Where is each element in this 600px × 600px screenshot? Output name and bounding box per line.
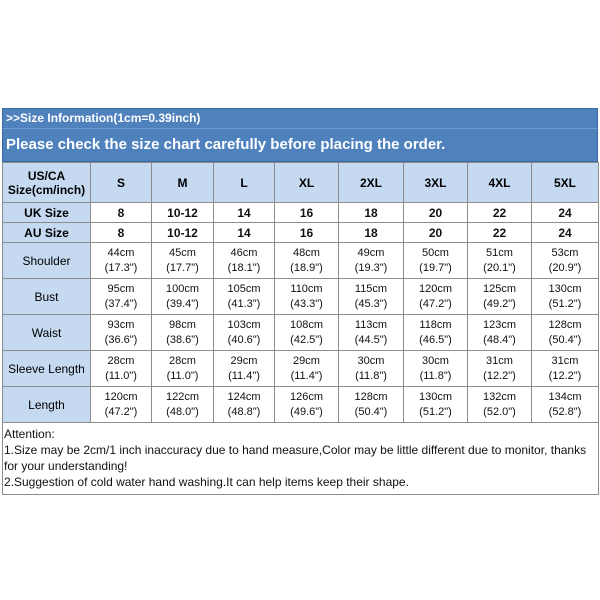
size-value: 14 <box>214 223 275 243</box>
measure-inch: (38.6") <box>166 333 199 346</box>
size-value: 24 <box>532 203 599 223</box>
measure-cell <box>532 279 599 315</box>
measure-cm: 120cm <box>104 390 138 403</box>
measure-cell <box>275 279 339 315</box>
measure-inch: (19.7") <box>419 261 452 274</box>
measure-inch: (37.4") <box>104 297 138 310</box>
measure-inch: (49.6") <box>290 405 323 418</box>
measure-inch: (18.1") <box>227 261 261 274</box>
measure-cm: 44cm <box>107 246 135 259</box>
size-value: 22 <box>468 203 532 223</box>
measure-cm: 31cm <box>486 354 513 367</box>
measure-row-length <box>3 387 599 423</box>
measure-cell <box>532 243 599 279</box>
size-header-xl: XL <box>275 163 339 203</box>
attention-heading: Attention: <box>4 427 55 441</box>
note-line2: 2.Suggestion of cold water hand washing.It can help items keep their shape. <box>4 475 409 489</box>
measure-inch: (51.2") <box>419 405 452 418</box>
size-header-l: L <box>214 163 275 203</box>
measure-inch: (52.8") <box>548 405 582 418</box>
measure-cell <box>152 279 214 315</box>
size-value: 18 <box>339 203 404 223</box>
measure-cell <box>339 279 404 315</box>
measure-cell <box>214 243 275 279</box>
size-header-5xl: 5XL <box>532 163 599 203</box>
measure-cm: 128cm <box>354 390 388 403</box>
measure-cell <box>91 351 152 387</box>
attention-notes <box>2 423 599 495</box>
measure-cell <box>532 387 599 423</box>
measure-inch: (18.9") <box>290 261 323 274</box>
measure-label: Bust <box>3 279 91 315</box>
measure-cell <box>152 351 214 387</box>
size-header-s: S <box>91 163 152 203</box>
measure-cm: 113cm <box>354 318 388 331</box>
measure-cm: 28cm <box>107 354 135 367</box>
measure-row-sleeve-length <box>3 351 599 387</box>
measure-cell <box>468 387 532 423</box>
measure-cell <box>339 243 404 279</box>
measure-cm: 122cm <box>165 390 200 403</box>
measure-cm: 124cm <box>227 390 261 403</box>
size-table <box>2 162 599 423</box>
measure-cm: 103cm <box>227 318 261 331</box>
measure-inch: (17.3") <box>104 261 138 274</box>
size-header-m: M <box>152 163 214 203</box>
measure-inch: (47.2") <box>419 297 452 310</box>
measure-cm: 134cm <box>548 390 582 403</box>
measure-cm: 125cm <box>482 282 517 295</box>
measure-row-shoulder <box>3 243 599 279</box>
measure-cell <box>214 315 275 351</box>
measure-inch: (11.4") <box>290 369 323 382</box>
us-ca-size-header <box>3 163 91 203</box>
size-header-4xl: 4XL <box>468 163 532 203</box>
corner-line1: US/CA <box>27 168 66 183</box>
measure-label: Waist <box>3 315 91 351</box>
measure-cm: 93cm <box>107 318 135 331</box>
measure-cell <box>275 243 339 279</box>
measure-cell <box>339 351 404 387</box>
measure-cell <box>152 315 214 351</box>
measure-cell <box>275 387 339 423</box>
measure-cm: 132cm <box>482 390 517 403</box>
measure-inch: (19.3") <box>354 261 388 274</box>
measure-inch: (48.8") <box>227 405 261 418</box>
measure-cm: 123cm <box>482 318 517 331</box>
measure-cell <box>468 279 532 315</box>
measure-label: Sleeve Length <box>3 351 91 387</box>
measure-cm: 29cm <box>230 354 258 367</box>
measure-inch: (39.4") <box>166 297 199 310</box>
measure-label: Shoulder <box>3 243 91 279</box>
measure-cell <box>91 279 152 315</box>
measure-cm: 50cm <box>422 246 449 259</box>
measure-cm: 28cm <box>169 354 196 367</box>
size-row-au-size <box>3 223 599 243</box>
measure-inch: (51.2") <box>548 297 582 310</box>
measure-cm: 30cm <box>422 354 449 367</box>
measure-cm: 100cm <box>165 282 200 295</box>
size-value: 10-12 <box>152 203 214 223</box>
measure-cm: 130cm <box>548 282 582 295</box>
measure-cm: 118cm <box>419 318 452 331</box>
size-value: 10-12 <box>152 223 214 243</box>
size-info-subtitle: Please check the size chart carefully before placing the order. <box>2 128 598 162</box>
measure-inch: (45.3") <box>354 297 388 310</box>
size-value: 20 <box>404 203 468 223</box>
measure-inch: (11.8") <box>419 369 452 382</box>
measure-cm: 98cm <box>169 318 196 331</box>
measure-inch: (36.6") <box>104 333 138 346</box>
size-value: 18 <box>339 223 404 243</box>
measure-label: Length <box>3 387 91 423</box>
measure-inch: (46.5") <box>419 333 452 346</box>
measure-cell <box>91 243 152 279</box>
measure-inch: (49.2") <box>483 297 516 310</box>
measure-cm: 108cm <box>289 318 324 331</box>
measure-cell <box>214 279 275 315</box>
measure-cm: 53cm <box>551 246 579 259</box>
measure-cell <box>404 279 468 315</box>
measure-cell <box>468 315 532 351</box>
measure-inch: (12.2") <box>548 369 582 382</box>
measure-inch: (12.2") <box>483 369 516 382</box>
measure-cell <box>275 351 339 387</box>
size-value: 22 <box>468 223 532 243</box>
measure-inch: (50.4") <box>548 333 582 346</box>
measure-inch: (11.8") <box>355 369 387 382</box>
size-value: 24 <box>532 223 599 243</box>
measure-inch: (42.5") <box>290 333 323 346</box>
measure-cell <box>152 387 214 423</box>
row-label: UK Size <box>3 203 91 223</box>
measure-cell <box>91 387 152 423</box>
note-line1: 1.Size may be 2cm/1 inch inaccuracy due to hand measure,Color may be little different due to monitor, thanks for your understanding! <box>4 443 587 473</box>
measure-inch: (11.4") <box>228 369 260 382</box>
measure-inch: (50.4") <box>354 405 388 418</box>
size-value: 16 <box>275 223 339 243</box>
measure-row-bust <box>3 279 599 315</box>
measure-cm: 130cm <box>418 390 453 403</box>
measure-inch: (40.6") <box>227 333 261 346</box>
measure-cell <box>214 351 275 387</box>
measure-cell <box>468 351 532 387</box>
measure-cm: 29cm <box>293 354 320 367</box>
measure-cell <box>404 387 468 423</box>
size-row-uk-size <box>3 203 599 223</box>
measure-inch: (20.1") <box>483 261 516 274</box>
measure-cell <box>214 387 275 423</box>
measure-cell <box>339 387 404 423</box>
measure-cell <box>532 315 599 351</box>
size-info-title: >>Size Information(1cm=0.39inch) <box>2 108 598 128</box>
measure-cell <box>275 315 339 351</box>
measure-inch: (20.9") <box>548 261 582 274</box>
measure-cm: 30cm <box>357 354 385 367</box>
corner-line2: Size(cm/inch) <box>7 182 86 197</box>
measure-cm: 95cm <box>107 282 135 295</box>
measure-cm: 49cm <box>357 246 385 259</box>
measure-cell <box>468 243 532 279</box>
measure-cm: 110cm <box>290 282 323 295</box>
measure-cell <box>532 351 599 387</box>
row-label: AU Size <box>3 223 91 243</box>
measure-cm: 46cm <box>230 246 258 259</box>
measure-inch: (44.5") <box>354 333 388 346</box>
measure-inch: (11.0") <box>166 369 199 382</box>
measure-cell <box>404 351 468 387</box>
measure-cm: 48cm <box>293 246 320 259</box>
measure-inch: (48.0") <box>166 405 199 418</box>
measure-cm: 31cm <box>551 354 579 367</box>
measure-cm: 115cm <box>354 282 388 295</box>
size-header-2xl: 2XL <box>339 163 404 203</box>
measure-inch: (41.3") <box>227 297 261 310</box>
measure-inch: (17.7") <box>166 261 199 274</box>
measure-cell <box>404 243 468 279</box>
measure-cm: 128cm <box>548 318 582 331</box>
measure-inch: (47.2") <box>104 405 138 418</box>
measure-cm: 45cm <box>169 246 196 259</box>
measure-inch: (52.0") <box>483 405 516 418</box>
measure-row-waist <box>3 315 599 351</box>
size-chart <box>2 108 598 495</box>
measure-inch: (43.3") <box>290 297 323 310</box>
size-header-row <box>3 163 599 203</box>
measure-cell <box>339 315 404 351</box>
measure-cell <box>152 243 214 279</box>
measure-cell <box>91 315 152 351</box>
size-value: 8 <box>91 203 152 223</box>
measure-inch: (48.4") <box>483 333 516 346</box>
size-value: 8 <box>91 223 152 243</box>
measure-cm: 120cm <box>418 282 453 295</box>
measure-inch: (11.0") <box>105 369 137 382</box>
size-value: 20 <box>404 223 468 243</box>
size-value: 16 <box>275 203 339 223</box>
measure-cm: 126cm <box>289 390 324 403</box>
measure-cm: 51cm <box>486 246 513 259</box>
size-value: 14 <box>214 203 275 223</box>
size-header-3xl: 3XL <box>404 163 468 203</box>
measure-cell <box>404 315 468 351</box>
measure-cm: 105cm <box>227 282 261 295</box>
